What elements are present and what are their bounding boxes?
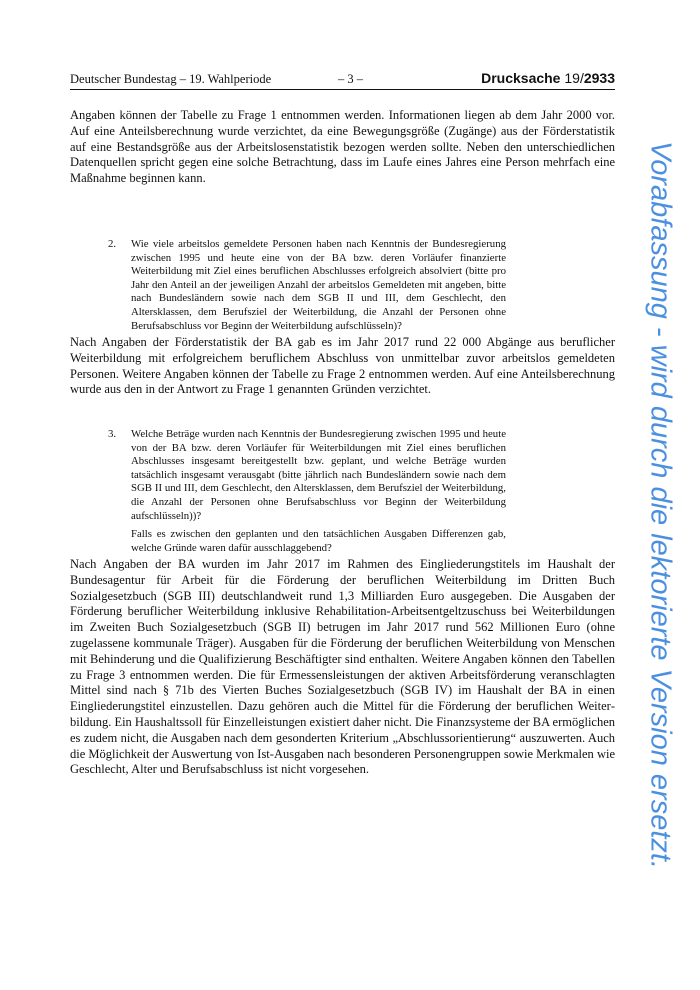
- draft-watermark: Vorabfassung - wird durch die lektorierte Version ersetzt.: [644, 140, 677, 870]
- question-number: 3.: [108, 428, 117, 440]
- question-text: Wie viele arbeitslos gemeldete Personen haben nach Kenntnis der Bundesregierung zwischen 1995 und heute eine von der BA bzw. deren Vorläufer finanzierte Weiterbildung mit Ziel eines beruflichen Abschlusses erfolgreich absolviert (bitte pro Jahr den Anteil an der jeweiligen Anzahl der arbeitslos Gemeldeten mit angeben, bitte nach Bundesländern sowie nach dem SGB II und III, dem Geschlecht, den Altersklassen, dem Berufsziel der Weiterbildung, die Anzahl der Personen ohne Berufsabschluss vor Beginn der Weiterbildung aufschlüsseln)?: [131, 238, 506, 332]
- answer-paragraph-2: Nach Angaben der Förderstatistik der BA gab es im Jahr 2017 rund 22 000 Abgänge aus beruflicher Weiterbildung mit erfolgreichem beruflichem Abschluss von unmittelbar zuvor arbeitslos gemeldeten Personen. Weitere Angaben können der Tabelle zu Frage 2 entnommen werden. Auf eine Anteilsberechnung wurde aus den in der Antwort zu Frage 1 genannten Gründen verzichtet.: [70, 335, 615, 397]
- header-publisher: Deutscher Bundestag – 19. Wahlperiode: [70, 72, 272, 86]
- header-rule: [70, 89, 615, 90]
- document-number: [481, 70, 615, 86]
- question-number: 2.: [108, 238, 117, 250]
- question-3: [108, 428, 506, 555]
- question-followup: Falls es zwischen den geplanten und den tatsächlichen Ausgaben Differenzen gab, welche Gründe waren dafür ausschlaggebend?: [131, 528, 506, 554]
- answer-paragraph-1: Angaben können der Tabelle zu Frage 1 entnommen werden. Informationen liegen ab dem Jahr 2000 vor. Auf eine Anteilsberechnung wurde verzichtet, da eine Bewegungsgröße (Zugänge) aus der Förderstatistik auf eine Bestandsgröße aus der Arbeitslosenstatistik bezogen werden sollte. Neben den unterschiedlichen Datenquellen spricht gegen eine solche Betrachtung, dass im Laufe eines Jahres eine Person mehrfach eine Maßnahme beginnen kann.: [70, 108, 615, 186]
- page-header: [70, 70, 615, 88]
- page-number: – 3 –: [338, 72, 363, 86]
- question-text: Welche Beträge wurden nach Kenntnis der Bundesregierung zwischen 1995 und heute von der BA bzw. deren Vorläufer für Weiterbildungen mit Ziel eines beruflichen Abschlusses insgesamt bereitgestellt bzw. geplant, und welche Beträge wurden tatsächlich insgesamt verausgabt (bitte jährlich nach Bundesländern sowie nach dem SGB II und III, dem Geschlecht, den Altersklassen, dem Berufsziel der Weiterbildung, die Anzahl der Personen ohne Berufsabschluss vor Beginn der Weiterbildung aufschlüsseln))?: [131, 428, 506, 522]
- question-2: [108, 238, 506, 333]
- document-number-value: 19/2933: [564, 70, 615, 86]
- answer-paragraph-3: Nach Angaben der BA wurden im Jahr 2017 im Rahmen des Eingliederungstitels im Haushalt der Bundesagentur für Arbeit für die Förderung der beruflichen Weiterbildung im Dritten Buch Sozialgesetzbuch (SGB III) deutschlandweit rund 1,3 Milliarden Euro ausgegeben. Die Ausgaben der Förderung beruflicher Weiterbildung inklusive Rehabilitation-Arbeitsentgeltzuschuss bei Weiterbildungen im Zweiten Buch Sozialgesetzbuch (SGB II) betrugen im Jahr 2017 rund 562 Millionen Euro (ohne zugelassene kommunale Träger). Ausgaben für die Förderung der beruflichen Weiterbildung von Menschen mit Behinderung und die Qualifizierung Beschäftigter sind enthalten. Weitere Angaben können den Tabellen zu Frage 3 entnommen werden. Die für Ermessensleistungen der aktiven Arbeitsförderung veranschlagten Mittel sind nach § 71b des Vierten Buches Sozialgesetzbuch (SGB IV) im Haushalt der BA in einen Eingliederungstitel einzustellen. Dazu gehören auch die Mittel für die Förderung der beruflichen Weiterbildung. Ein Haushaltssoll für Einzelleistungen existiert daher nicht. Die Finanzsysteme der BA ermöglichen es zudem nicht, die Ausgaben nach dem gesonderten Kriterium „Abschlussorientierung“ auszuwerten. Auch die Möglichkeit der Auswertung von Ist-Ausgaben nach besonderen Personengruppen sowie Merkmalen wie Geschlecht, Alter und Berufsabschluss ist nicht vorgesehen.: [70, 557, 616, 777]
- document-label: Drucksache: [481, 70, 561, 86]
